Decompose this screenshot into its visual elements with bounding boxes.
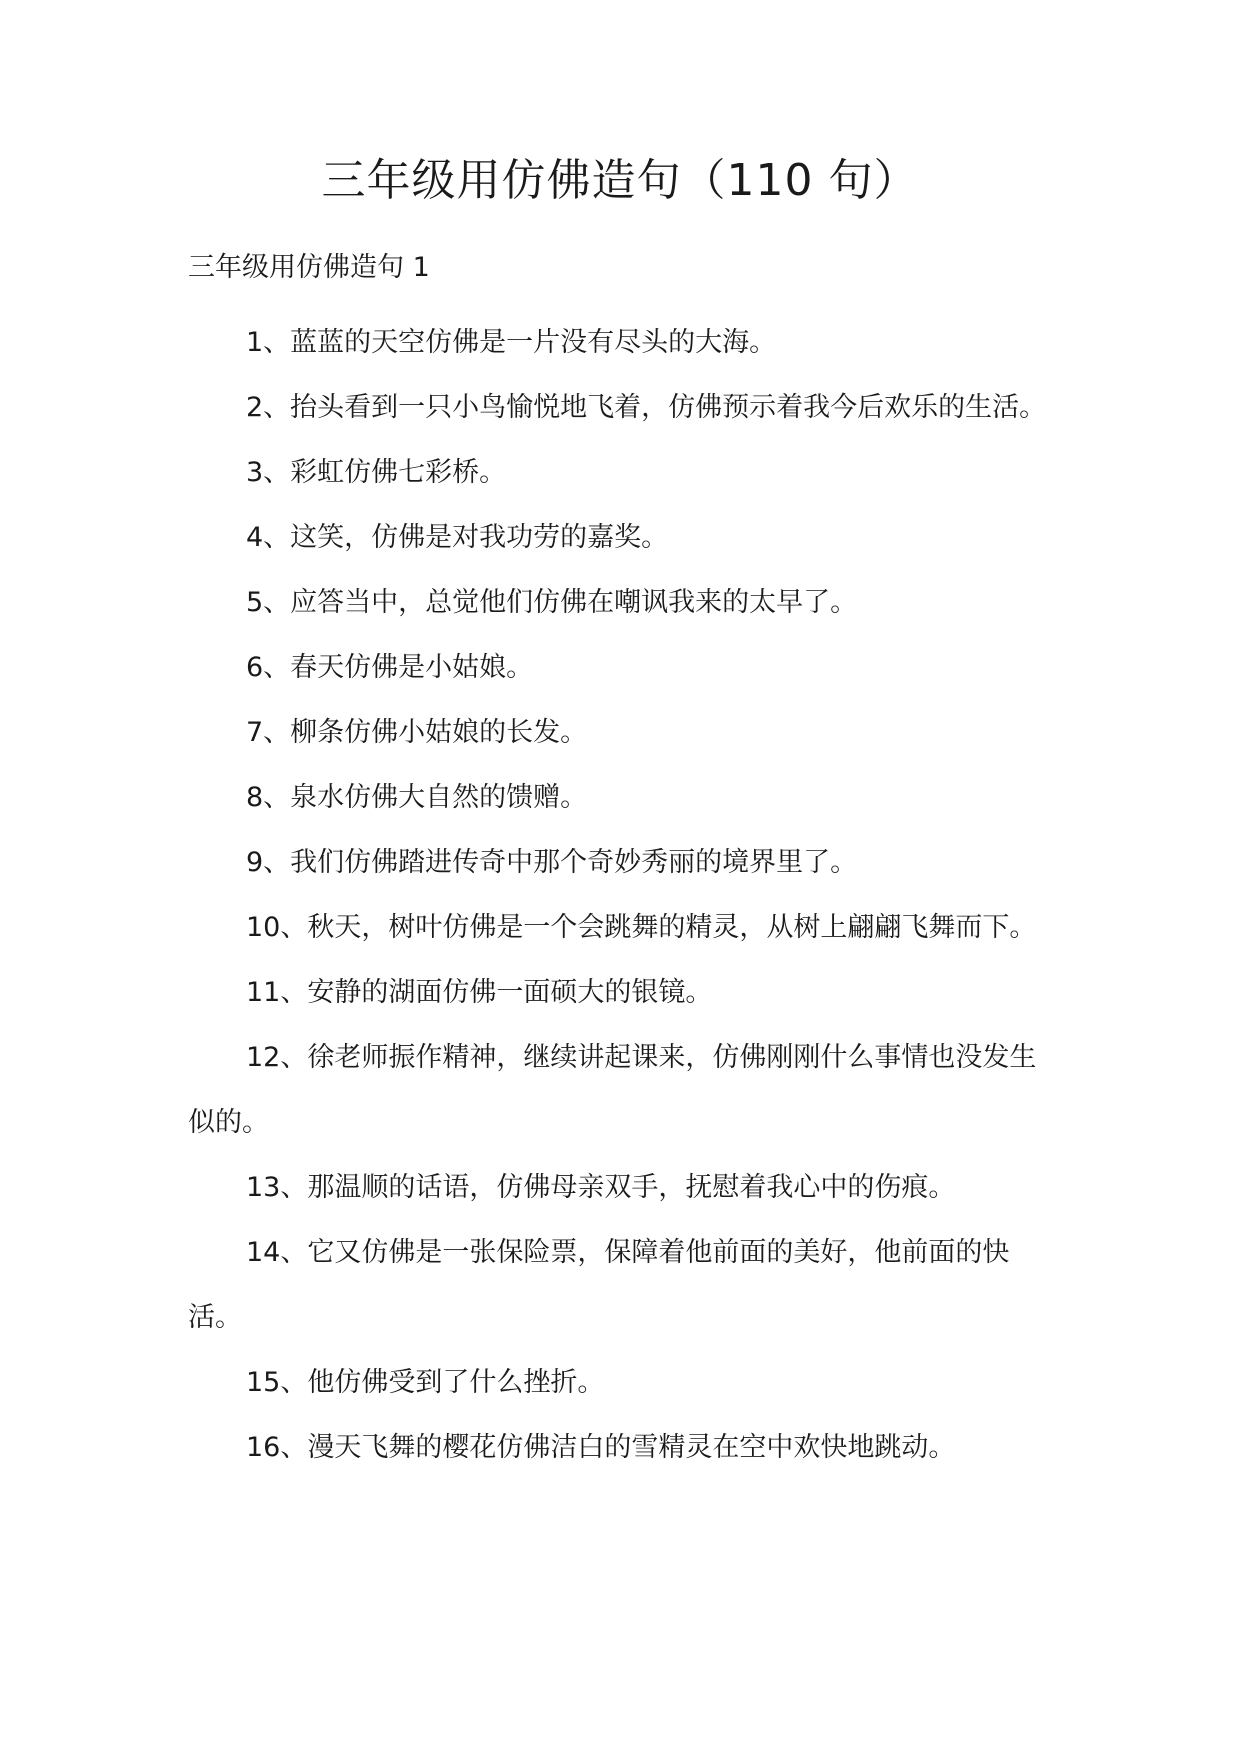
sentence-item: 5、应答当中，总觉他们仿佛在嘲讽我来的太早了。 xyxy=(246,587,858,618)
sentence-item: 3、彩虹仿佛七彩桥。 xyxy=(246,457,507,488)
sentence-item: 13、那温顺的话语，仿佛母亲双手，抚慰着我心中的伤痕。 xyxy=(246,1172,956,1203)
document-body xyxy=(188,245,1058,1480)
sentence-item: 6、春天仿佛是小姑娘。 xyxy=(246,652,534,683)
sentence-item: 4、这笑，仿佛是对我功劳的嘉奖。 xyxy=(246,522,669,553)
document-title: 三年级用仿佛造句（110 句） xyxy=(321,155,919,206)
sentence-item: 7、柳条仿佛小姑娘的长发。 xyxy=(246,717,588,748)
sentence-item: 2、抬头看到一只小鸟愉悦地飞着，仿佛预示着我今后欢乐的生活。 xyxy=(246,392,1047,423)
sentence-item: 10、秋天，树叶仿佛是一个会跳舞的精灵，从树上翩翩飞舞而下。 xyxy=(246,912,1037,943)
sentence-item: 8、泉水仿佛大自然的馈赠。 xyxy=(246,782,588,813)
sentence-item: 16、漫天飞舞的樱花仿佛洁白的雪精灵在空中欢快地跳动。 xyxy=(246,1432,956,1463)
sentence-item: 9、我们仿佛踏进传奇中那个奇妙秀丽的境界里了。 xyxy=(246,847,858,878)
sentence-item: 11、安静的湖面仿佛一面硕大的银镜。 xyxy=(246,977,713,1008)
sentence-list xyxy=(188,310,1058,1480)
sentence-item: 14、它又仿佛是一张保险票，保障着他前面的美好，他前面的快活。 xyxy=(188,1237,1010,1333)
sentence-item: 12、徐老师振作精神，继续讲起课来，仿佛刚刚什么事情也没发生似的。 xyxy=(188,1042,1037,1138)
sentence-item: 15、他仿佛受到了什么挫折。 xyxy=(246,1367,605,1398)
sentence-item: 1、蓝蓝的天空仿佛是一片没有尽头的大海。 xyxy=(246,327,777,358)
section-heading: 三年级用仿佛造句 1 xyxy=(188,252,430,283)
